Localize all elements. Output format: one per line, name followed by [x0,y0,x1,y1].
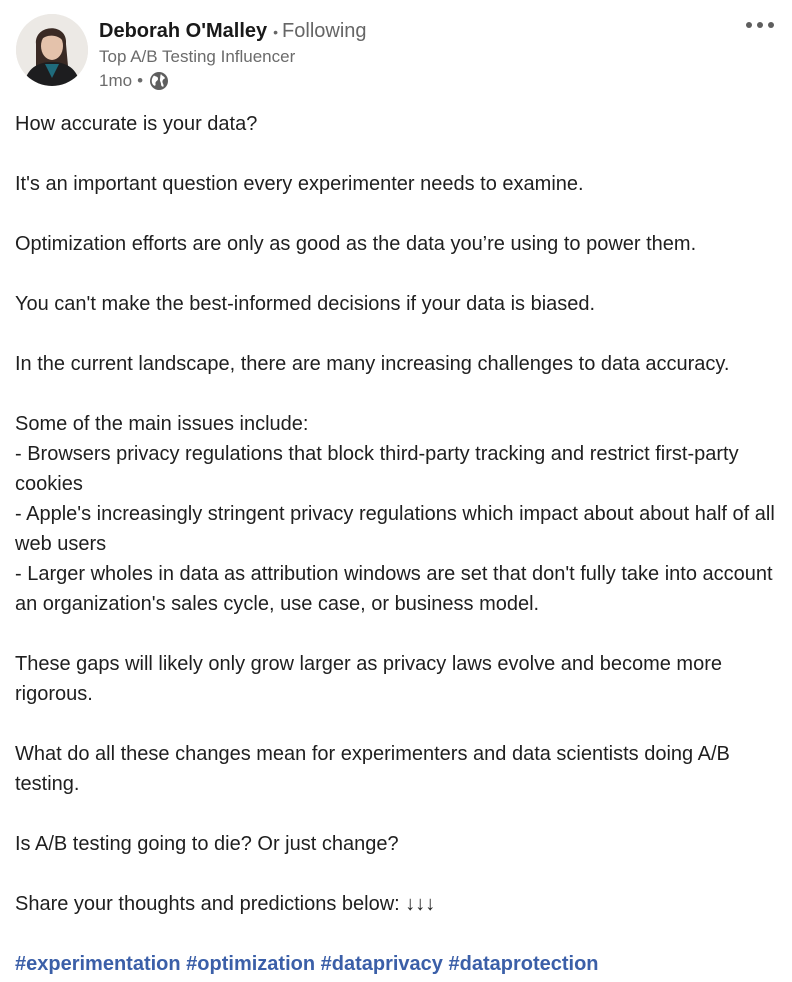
dot-icon [757,22,763,28]
post-time-row [99,69,367,93]
post-body [15,109,780,979]
issue-item: - Browsers privacy regulations that block third-party tracking and restrict first-party cookies [15,443,739,495]
post-paragraph: How accurate is your data? [15,113,258,135]
post-paragraph: Share your thoughts and predictions below: ↓↓↓ [15,893,436,915]
author-meta [99,18,367,90]
issues-intro: Some of the main issues include: [15,413,309,435]
issue-item: - Larger wholes in data as attribution windows are set that don't fully take into account an organization's sales cycle, use case, or business model. [15,563,773,615]
hashtag-link[interactable]: #optimization [186,953,316,975]
more-options-button[interactable] [742,18,778,32]
post-paragraph: Optimization efforts are only as good as the data you’re using to power them. [15,233,697,255]
hashtags [15,949,780,979]
time-separator-dot: • [137,71,144,90]
post-paragraph: These gaps will likely only grow larger as privacy laws evolve and become more rigorous. [15,653,722,705]
name-row [99,18,367,45]
dot-icon [746,22,752,28]
post-paragraph: It's an important question every experimenter needs to examine. [15,173,584,195]
issue-item: - Apple's increasingly stringent privacy regulations which impact about about half of all web users [15,503,775,555]
hashtag-link[interactable]: #dataprotection [448,953,599,975]
post-paragraph: In the current landscape, there are many increasing challenges to data accuracy. [15,353,730,375]
avatar[interactable] [16,14,88,86]
author-name[interactable]: Deborah O'Malley [99,20,268,42]
post-paragraph: Is A/B testing going to die? Or just change? [15,833,399,855]
globe-icon [149,71,169,91]
author-headline: Top A/B Testing Influencer [99,47,296,66]
hashtag-link[interactable]: #dataprivacy [320,953,443,975]
follow-status[interactable]: Following [282,20,367,42]
post-paragraph: What do all these changes mean for experimenters and data scientists doing A/B testing. [15,743,730,795]
post-header [16,14,367,90]
hashtag-link[interactable]: #experimentation [15,953,181,975]
dot-icon [768,22,774,28]
post-paragraph: You can't make the best-informed decisions if your data is biased. [15,293,596,315]
separator-dot: • [273,24,279,40]
avatar-photo [16,14,88,86]
post-time: 1mo [99,71,133,90]
